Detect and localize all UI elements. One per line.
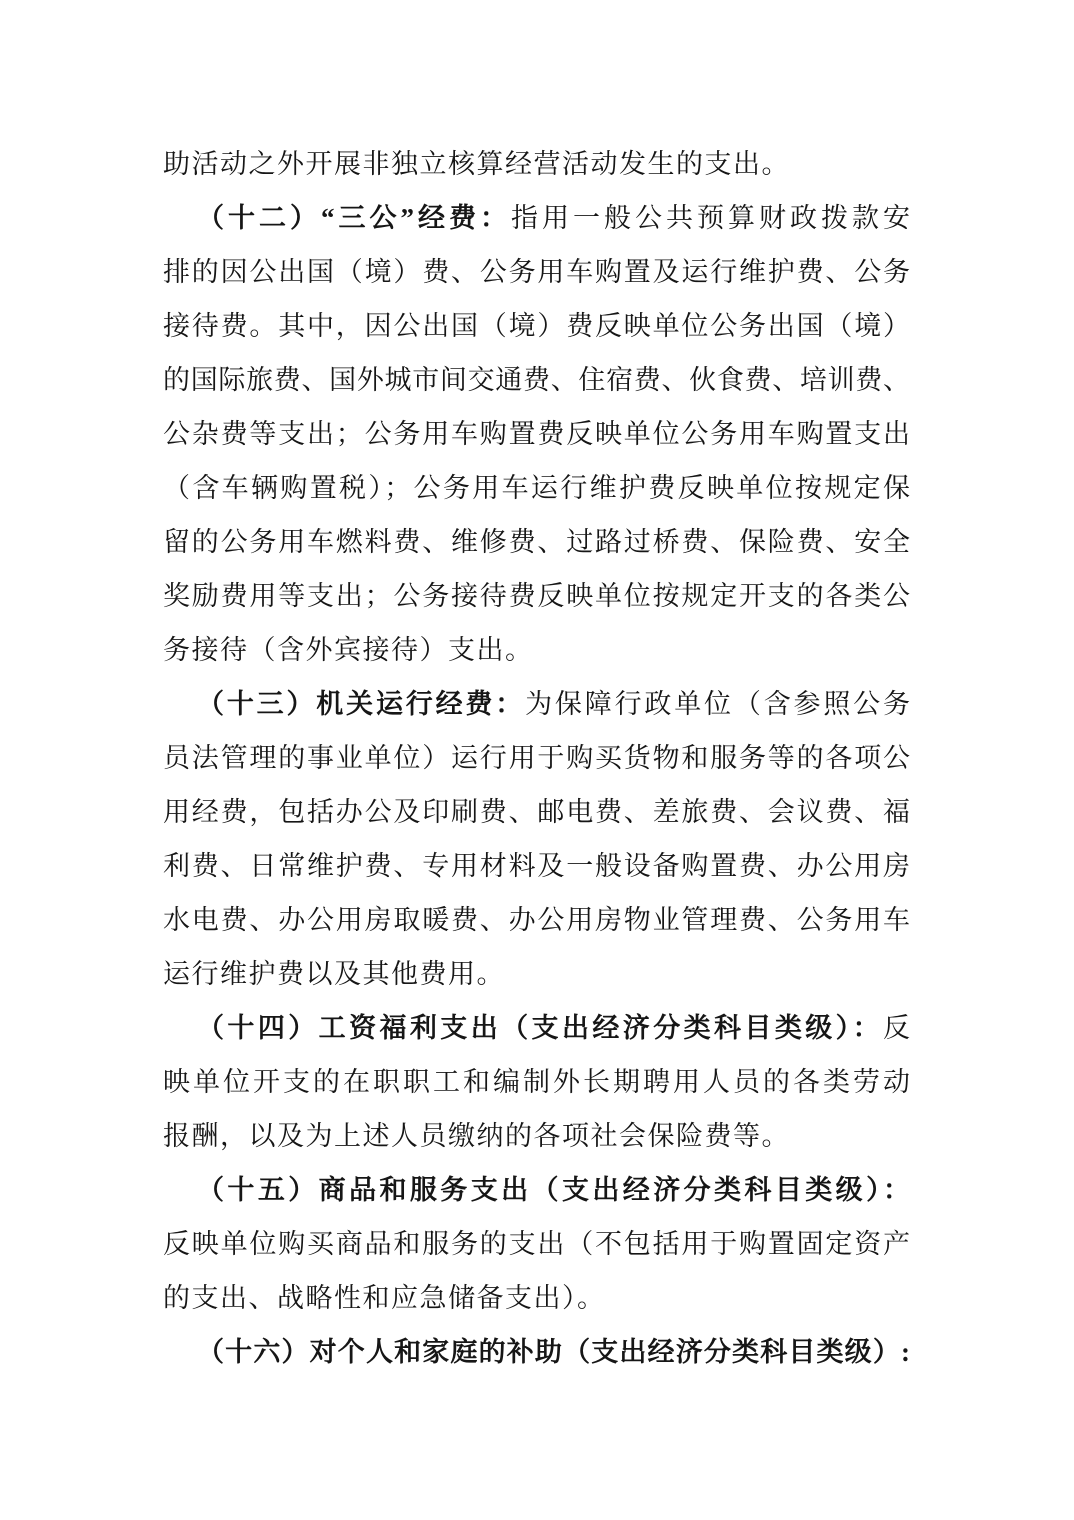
body-text: 奖励费用等支出；公务接待费反映单位按规定开支的各类公 [163, 581, 910, 611]
body-text: 指用一般公共预算财政拨款安 [511, 203, 910, 233]
body-line [163, 353, 910, 407]
heading-text: （十四）工资福利支出（支出经济分类科目类级）： [197, 1013, 883, 1043]
body-text: 为保障行政单位（含参照公务 [525, 689, 911, 719]
body-text: 务接待（含外宾接待）支出。 [163, 635, 534, 665]
body-text: 助活动之外开展非独立核算经营活动发生的支出。 [163, 149, 790, 179]
heading-line [163, 677, 910, 731]
heading-text: （十三）机关运行经费： [197, 689, 526, 719]
body-line [163, 1217, 910, 1271]
body-line [163, 893, 910, 947]
body-text: 映单位开支的在职职工和编制外长期聘用人员的各类劳动 [163, 1067, 910, 1097]
body-text: 的支出、战略性和应急储备支出）。 [163, 1283, 606, 1313]
heading-text: （十二）“三公”经费： [197, 203, 511, 233]
body-text: 员法管理的事业单位）运行用于购买货物和服务等的各项公 [163, 743, 910, 773]
body-text: 用经费，包括办公及印刷费、邮电费、差旅费、会议费、福 [163, 797, 910, 827]
body-text: 反映单位购买商品和服务的支出（不包括用于购置固定资产 [163, 1229, 910, 1259]
body-line [163, 839, 910, 893]
body-line [163, 623, 910, 677]
body-line [163, 515, 910, 569]
body-line [163, 407, 910, 461]
heading-text: （十六）对个人和家庭的补助（支出经济分类科目类级）: [197, 1337, 910, 1367]
body-line [163, 785, 910, 839]
body-line [163, 137, 910, 191]
body-line [163, 947, 910, 1001]
body-text: 的国际旅费、国外城市间交通费、住宿费、伙食费、培训费、 [163, 365, 910, 395]
heading-line [163, 1325, 910, 1379]
body-line [163, 731, 910, 785]
body-line [163, 245, 910, 299]
body-line [163, 461, 910, 515]
body-text: （含车辆购置税）；公务用车运行维护费反映单位按规定保 [163, 473, 910, 503]
body-text: 留的公务用车燃料费、维修费、过路过桥费、保险费、安全 [163, 527, 910, 557]
heading-line [163, 1163, 910, 1217]
body-text: 水电费、办公用房取暖费、办公用房物业管理费、公务用车 [163, 905, 910, 935]
heading-line [163, 1001, 910, 1055]
body-text: 排的因公出国（境）费、公务用车购置及运行维护费、公务 [163, 257, 910, 287]
body-text: 利费、日常维护费、专用材料及一般设备购置费、办公用房 [163, 851, 910, 881]
heading-text: （十五）商品和服务支出（支出经济分类科目类级）： [197, 1175, 910, 1205]
body-text: 公杂费等支出；公务用车购置费反映单位公务用车购置支出 [163, 419, 910, 449]
body-text: 反 [883, 1013, 910, 1043]
body-text: 运行维护费以及其他费用。 [163, 959, 505, 989]
document-text-block [163, 137, 910, 1379]
heading-line [163, 191, 910, 245]
body-line [163, 1055, 910, 1109]
body-text: 接待费。其中，因公出国（境）费反映单位公务出国（境） [163, 311, 910, 341]
body-line [163, 299, 910, 353]
body-line [163, 1271, 910, 1325]
body-line [163, 569, 910, 623]
body-text: 报酬，以及为上述人员缴纳的各项社会保险费等。 [163, 1121, 790, 1151]
body-line [163, 1109, 910, 1163]
